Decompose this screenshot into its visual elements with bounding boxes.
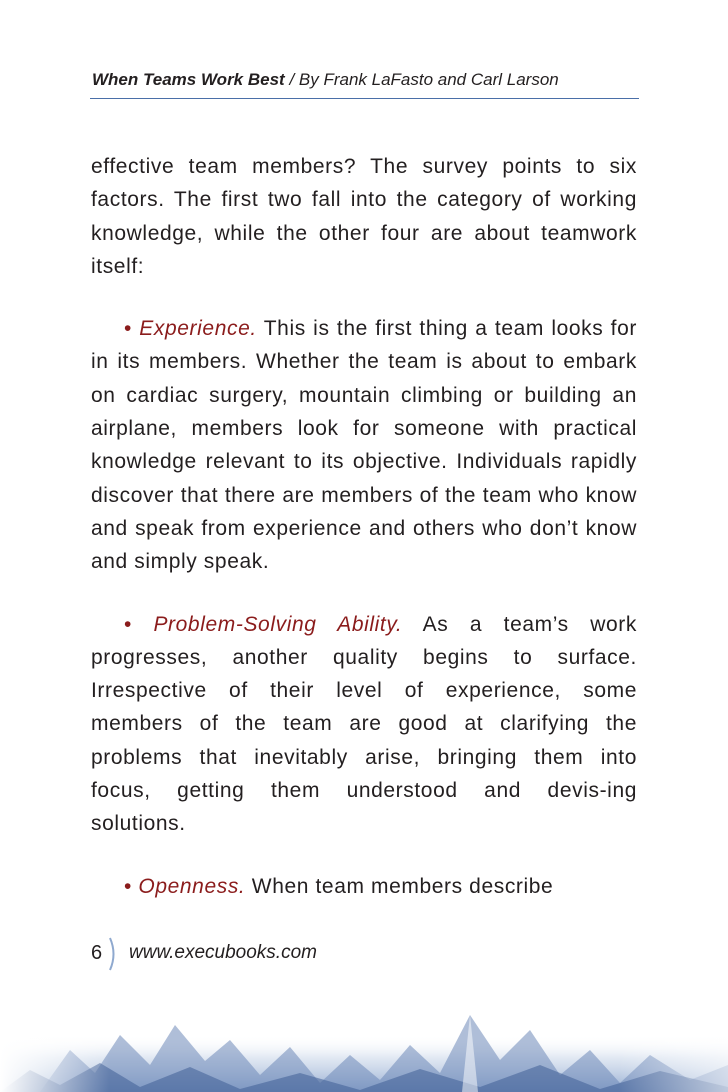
bullet-experience [91, 312, 637, 578]
bullet-text: This is the first thing a team looks for in its members. Whether the team is about to embark on cardiac surgery, mountain climbing or building an airplane, members look for someone with practical knowledge relevant to its objective. Individuals rapidly discover that there are members of the team who know and speak from experience and others who don’t know and simply speak. [91, 317, 637, 574]
bullet-text: When team members describe [245, 874, 554, 898]
bullet-text: As a team’s work progresses, another quality begins to surface. Irrespective of their level of experience, some members of the team are good at clarifying the problems that inevitably arise, bringing them into focus, getting them understood and devis-ing solutions. [91, 612, 637, 836]
footer-url: www.execubooks.com [129, 942, 317, 963]
page-number: 6 [91, 942, 103, 964]
bullet-marker: • [124, 874, 132, 898]
bullet-term: Experience. [139, 317, 257, 341]
page-body [91, 150, 637, 932]
running-header [92, 70, 638, 90]
bullet-openness [91, 870, 637, 903]
footer-bracket-icon [108, 937, 118, 971]
bullet-term: Openness. [138, 874, 246, 898]
book-title: When Teams Work Best [92, 70, 285, 89]
bullet-term: Problem-Solving Ability. [153, 612, 403, 636]
bullet-problem-solving [91, 608, 637, 841]
intro-paragraph: effective team members? The survey points to six factors. The first two fall into the category of working knowledge, while the other four are about teamwork itself: [91, 155, 637, 278]
decorative-footer-art [0, 995, 728, 1092]
header-rule [90, 98, 639, 99]
byline: / By Frank LaFasto and Carl Larson [284, 70, 559, 89]
bullet-marker: • [124, 317, 132, 341]
bullet-marker: • [124, 612, 132, 636]
